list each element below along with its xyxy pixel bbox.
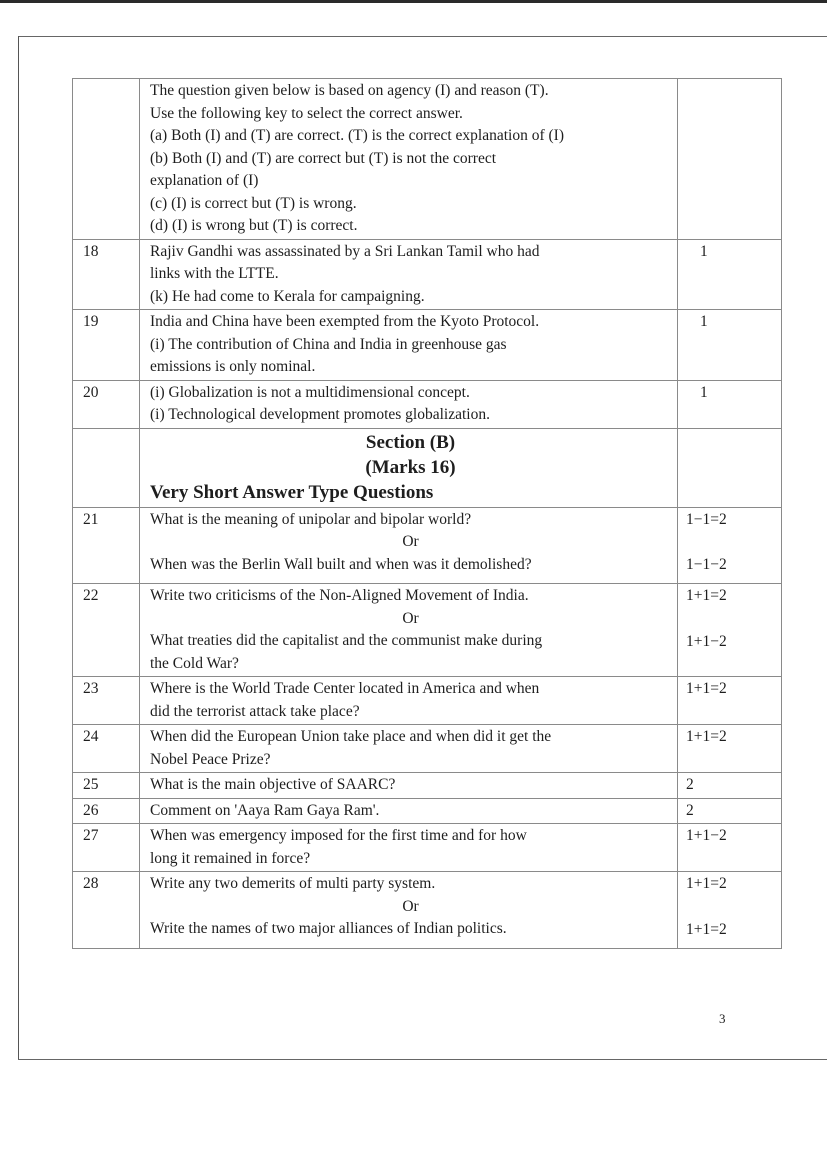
- question-number: 28: [73, 872, 140, 949]
- question-number: 22: [73, 584, 140, 677]
- question-marks: 1+1=2: [678, 677, 782, 725]
- question-marks: 1: [678, 239, 782, 310]
- instruction-row: [73, 79, 782, 240]
- question-row-27: [73, 824, 782, 872]
- page-frame-top: [18, 36, 827, 37]
- top-edge-line: [0, 0, 827, 3]
- question-row-26: [73, 798, 782, 824]
- question-text: Rajiv Gandhi was assassinated by a Sri Lankan Tamil who had links with the LTTE. (k) He had come to Kerala for campaigning.: [140, 239, 678, 310]
- question-marks: 1+1=2 1+1−2: [678, 584, 782, 677]
- question-marks: 1: [678, 310, 782, 381]
- question-marks: 1+1=2: [678, 725, 782, 773]
- question-number: 20: [73, 380, 140, 428]
- question-row-19: [73, 310, 782, 381]
- question-text: India and China have been exempted from the Kyoto Protocol. (i) The contribution of China and India in greenhouse gas emissions is only nominal.: [140, 310, 678, 381]
- question-marks: 2: [678, 798, 782, 824]
- question-text: Write two criticisms of the Non-Aligned Movement of India. Or What treaties did the capitalist and the communist make during the Cold War?: [140, 584, 678, 677]
- question-number: 21: [73, 507, 140, 584]
- or-separator: Or: [402, 609, 419, 627]
- or-separator: Or: [402, 533, 419, 550]
- question-text: What is the main objective of SAARC?: [140, 773, 678, 799]
- section-b-header-row: [73, 428, 782, 507]
- section-title: Section (B): [365, 431, 456, 453]
- page-number: 3: [719, 1011, 726, 1026]
- question-number: 26: [73, 798, 140, 824]
- question-number: 27: [73, 824, 140, 872]
- question-table: [72, 78, 782, 949]
- question-row-25: [73, 773, 782, 799]
- question-row-22: [73, 584, 782, 677]
- question-marks: 1: [678, 380, 782, 428]
- instruction-text: The question given below is based on agency (I) and reason (T). Use the following key to select the correct answer. (a) Both (I) and (T) are correct. (T) is the correct explanation of (I) (b) Both (I) and (T) are correct but (T) is not the correct explanation of (I) (c) (I) is correct but (T) is wrong. (d) (I) is wrong but (T) is correct.: [140, 79, 678, 240]
- section-b-header: [140, 428, 678, 507]
- question-text: When did the European Union take place and when did it get the Nobel Peace Prize?: [140, 725, 678, 773]
- or-separator: Or: [402, 897, 419, 915]
- section-marks: (Marks 16): [365, 456, 456, 478]
- question-row-23: [73, 677, 782, 725]
- page-frame-bottom: [18, 1059, 827, 1060]
- question-number: 23: [73, 677, 140, 725]
- question-text: When was emergency imposed for the first time and for how long it remained in force?: [140, 824, 678, 872]
- question-marks: 1+1=2 1+1=2: [678, 872, 782, 949]
- question-row-28: [73, 872, 782, 949]
- question-row-18: [73, 239, 782, 310]
- question-row-20: [73, 380, 782, 428]
- question-text: Write any two demerits of multi party system. Or Write the names of two major alliances of Indian politics.: [140, 872, 678, 949]
- question-text: Where is the World Trade Center located in America and when did the terrorist attack take place?: [140, 677, 678, 725]
- question-text: (i) Globalization is not a multidimensional concept. (i) Technological development promotes globalization.: [140, 380, 678, 428]
- question-text: What is the meaning of unipolar and bipolar world? Or When was the Berlin Wall built and when was it demolished?: [140, 507, 678, 584]
- question-marks: 2: [678, 773, 782, 799]
- page-frame-left: [18, 36, 19, 1060]
- section-subtitle: Very Short Answer Type Questions: [150, 481, 434, 503]
- question-number: 18: [73, 239, 140, 310]
- question-marks: 1+1−2: [678, 824, 782, 872]
- question-row-21: [73, 507, 782, 584]
- question-number: 24: [73, 725, 140, 773]
- question-number: 25: [73, 773, 140, 799]
- question-marks: 1−1=2 1−1−2: [678, 507, 782, 584]
- question-text: Comment on 'Aaya Ram Gaya Ram'.: [140, 798, 678, 824]
- question-number: 19: [73, 310, 140, 381]
- question-row-24: [73, 725, 782, 773]
